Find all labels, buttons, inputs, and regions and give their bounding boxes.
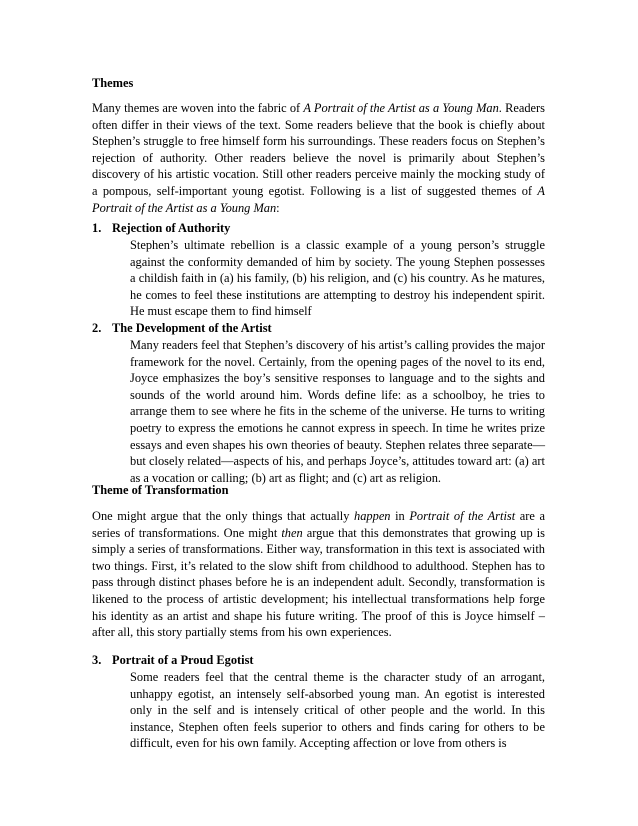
section-text: Stephen’s ultimate rebellion is a classic example of a young person’s struggle against the conformity demanded of him by society. The young Stephen possesses a childish faith in (a) his family, (b) his religion, and (c) his country. As he matures, he comes to feel these institutions are attempting to destroy his independent spirit. He must escape them to find himself	[130, 238, 545, 319]
section-number: 1.	[92, 221, 102, 235]
paragraph-text: argue that this demonstrates that growing up is simply a series of transformations. Either way, transformation in this text is associated with two things. First, it’s related to the slow shift from childhood to adulthood. Stephen has to pass through distinct phases before he is an independent adult. Secondly, transformation is likened to the process of artistic development; his intellectual transformations help forge his identity as an artist and shape his future writing. The proof of this is Joyce himself – after all, this story partially stems from his own experiences.	[92, 525, 545, 640]
emphasis-text: happen	[354, 509, 391, 523]
intro-text-1: Many themes are woven into the fabric of	[92, 101, 304, 115]
intro-paragraph	[92, 100, 545, 216]
section-heading	[92, 320, 545, 337]
section-text: Some readers feel that the central theme is the character study of an arrogant, unhappy egotist, an intensely self-absorbed young man. An egotist is interested only in the self and is intensely critical of other people and the world. In this instance, Stephen often feels superior to others and finds caring for others to be difficult, even for his own family. Accepting affection or love from others is	[130, 670, 545, 751]
book-title: A Portrait of the Artist as a Young Man	[303, 101, 499, 115]
section-title: The Development of the Artist	[112, 321, 272, 335]
section-text: Many readers feel that Stephen’s discovery of his artist’s calling provides the major framework for the novel. Certainly, from the opening pages of the novel to its end, Joyce emphasizes the boy’s sensitive responses to language and to the sights and sounds of the world around him. Words define life: as a schoolboy, he tries to arrange them to see where he fits in the scheme of the universe. He turns to writing poetry to express the emotions he cannot express in speech. In time he writes prize essays and even shapes his own theories of beauty. Stephen relates three separate—but closely related—aspects of his, and perhaps Joyce’s, attitudes toward art: (a) art as a vocation or calling; (b) art as flight; and (c) art as religion.	[130, 338, 545, 485]
intro-text-2: . Readers often differ in their views of the text. Some readers believe that the book is chiefly about Stephen’s struggle to free himself form his surroundings. These readers focus on Stephen’s rejection of authority. Other readers believe the novel is primarily about Stephen’s discovery of his artistic vocation. Still other readers perceive mainly the mocking study of a pompous, self-important young egotist. Following is a list of suggested themes of	[92, 101, 545, 198]
emphasis-text: Portrait of the Artist	[409, 509, 516, 523]
transformation-paragraph	[92, 508, 545, 641]
intro-text-3: :	[276, 200, 280, 215]
emphasis-text: then	[281, 525, 303, 540]
section-number: 3.	[92, 653, 102, 667]
paragraph-text: are a series of transformations. One might	[92, 509, 545, 540]
section-heading	[92, 220, 545, 237]
paragraph-text: in	[390, 509, 410, 523]
section-number: 2.	[92, 321, 102, 335]
section-heading	[92, 652, 545, 669]
book-title: A Portrait of the Artist as a Young Man	[92, 183, 545, 215]
section-title: Portrait of a Proud Egotist	[112, 653, 254, 667]
transformation-heading: Theme of Transformation	[92, 483, 229, 497]
themes-heading: Themes	[92, 76, 134, 90]
section-title: Rejection of Authority	[112, 221, 231, 235]
paragraph-text: One might argue that the only things that actually	[92, 509, 355, 523]
